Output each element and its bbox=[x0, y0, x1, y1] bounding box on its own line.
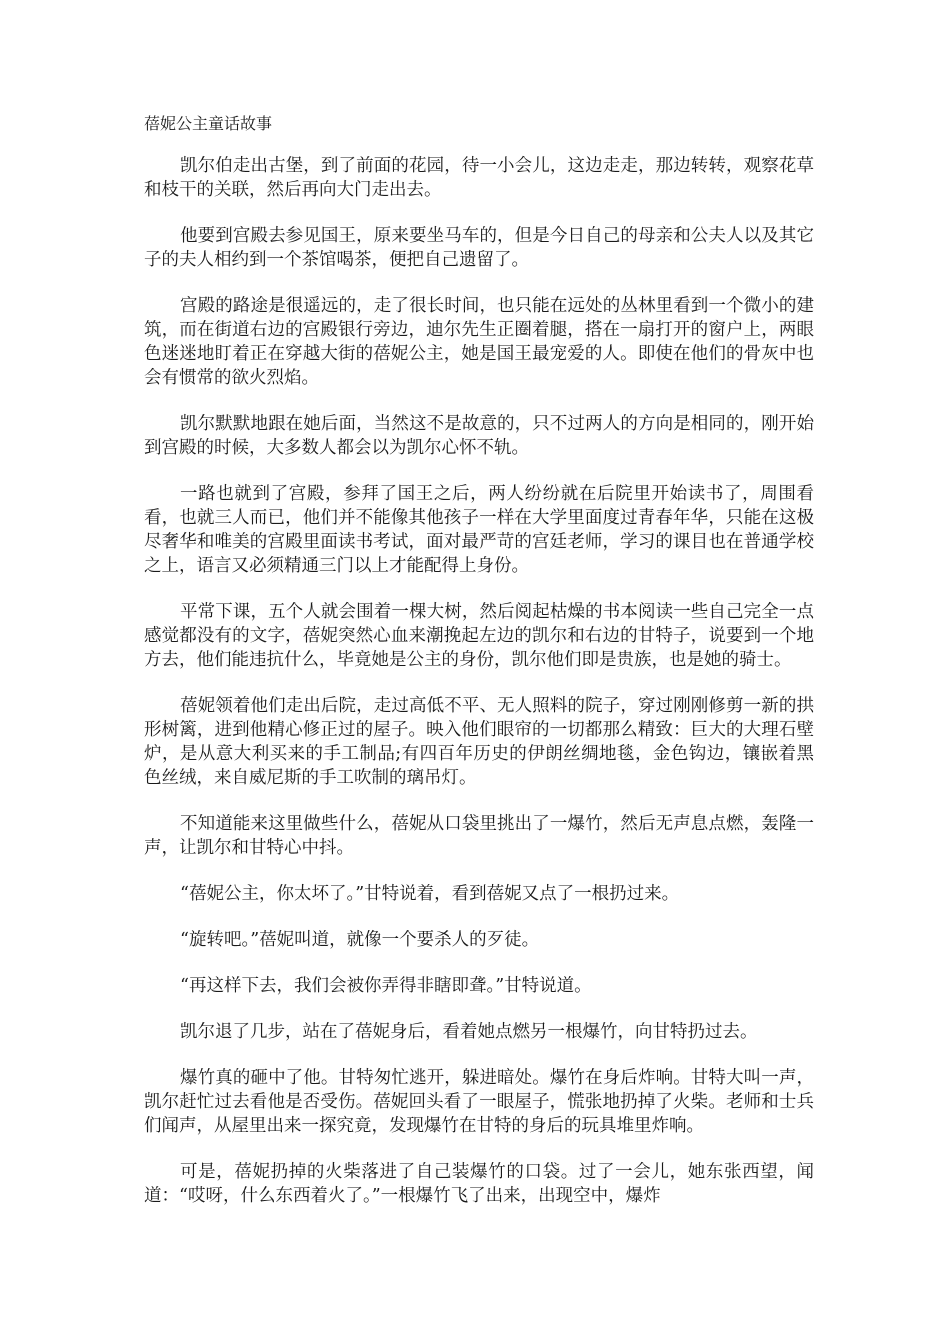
document-title: 蓓妮公主童话故事 bbox=[144, 114, 273, 133]
document-page bbox=[144, 112, 814, 1230]
paragraph-1: 凯尔伯走出古堡，到了前面的花园，待一小会儿，这边走走，那边转转，观察花草和枝干的关联，然后再向大门走出去。 bbox=[144, 156, 814, 200]
paragraph-12: 凯尔退了几步，站在了蓓妮身后，看着她点燃另一根爆竹，向甘特扔过去。 bbox=[180, 1022, 758, 1042]
paragraph-14: 可是，蓓妮扔掉的火柴落进了自己装爆竹的口袋。过了一会儿，她东张西望，闻道：“哎呀，什么东西着火了。”一根爆竹飞了出来，出现空中，爆炸 bbox=[144, 1162, 814, 1206]
paragraph-6: 平常下课，五个人就会围着一棵大树，然后阅起枯燥的书本阅读一些自己完全一点感觉都没有的文字，蓓妮突然心血来潮挽起左边的凯尔和右边的甘特子，说要到一个地方去，他们能违抗什么，毕竟她是公主的身份，凯尔他们即是贵族，也是她的骑士。 bbox=[144, 602, 814, 670]
paragraph-11: “再这样下去，我们会被你弄得非瞎即聋。”甘特说道。 bbox=[180, 976, 592, 996]
paragraph-8: 不知道能来这里做些什么，蓓妮从口袋里挑出了一爆竹，然后无声息点燃，轰隆一声，让凯尔和甘特心中抖。 bbox=[144, 814, 814, 858]
paragraph-5: 一路也就到了宫殿，参拜了国王之后，两人纷纷就在后院里开始读书了，周围看看，也就三人而已，他们并不能像其他孩子一样在大学里面度过青春年华，只能在这极尽奢华和唯美的宫殿里面读书考试，面对最严苛的宫廷老师，学习的课目也在普通学校之上，语言又必须精通三门以上才能配得上身份。 bbox=[144, 484, 814, 576]
paragraph-4: 凯尔默默地跟在她后面，当然这不是故意的，只不过两人的方向是相同的，刚开始到宫殿的时候，大多数人都会以为凯尔心怀不轨。 bbox=[144, 414, 814, 458]
paragraph-2: 他要到宫殿去参见国王，原来要坐马车的，但是今日自己的母亲和公夫人以及其它子的夫人相约到一个茶馆喝茶，便把自己遗留了。 bbox=[144, 226, 814, 270]
paragraph-10: “旋转吧。”蓓妮叫道，就像一个要杀人的歹徒。 bbox=[180, 930, 540, 950]
paragraph-9: “蓓妮公主，你太坏了。”甘特说着，看到蓓妮又点了一根扔过来。 bbox=[180, 884, 680, 904]
paragraph-7: 蓓妮领着他们走出后院，走过高低不平、无人照料的院子，穿过刚刚修剪一新的拱形树篱，进到他精心修正过的屋子。映入他们眼帘的一切都那么精致：巨大的大理石壁炉，是从意大利买来的手工制品;有四百年历史的伊朗丝绸地毯，金色钩边，镶嵌着黑色丝绒，来自威尼斯的手工吹制的璃吊灯。 bbox=[144, 696, 814, 788]
paragraph-3: 宫殿的路途是很遥远的，走了很长时间，也只能在远处的丛林里看到一个微小的建筑，而在街道右边的宫殿银行旁边，迪尔先生正圈着腿，搭在一扇打开的窗户上，两眼色迷迷地盯着正在穿越大街的蓓妮公主，她是国王最宠爱的人。即使在他们的骨灰中也会有惯常的欲火烈焰。 bbox=[144, 296, 814, 388]
paragraph-13: 爆竹真的砸中了他。甘特匆忙逃开，躲进暗处。爆竹在身后炸响。甘特大叫一声，凯尔赶忙过去看他是否受伤。蓓妮回头看了一眼屋子，慌张地扔掉了火柴。老师和士兵们闻声，从屋里出来一探究竟，发现爆竹在甘特的身后的玩具堆里炸响。 bbox=[144, 1068, 814, 1136]
